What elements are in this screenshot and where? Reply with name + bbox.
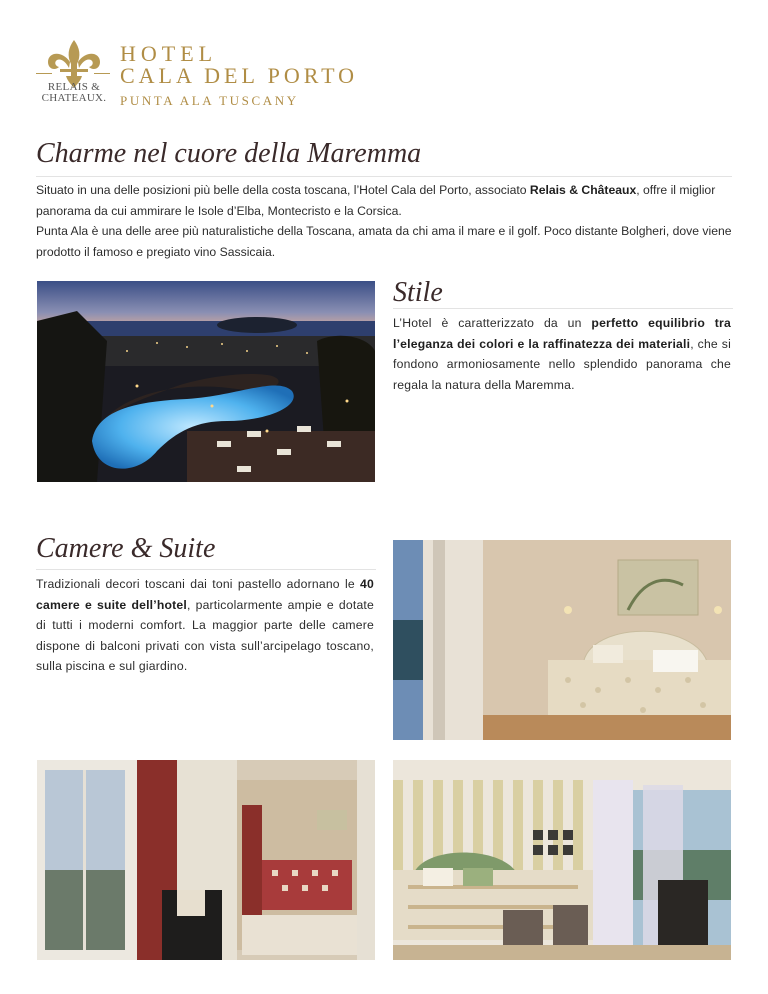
logo-rule-left [36, 73, 52, 74]
stile-title: Stile [393, 277, 443, 308]
brand-location: PUNTA ALA TUSCANY [120, 93, 299, 108]
relais-line-1: RELAIS & [47, 81, 101, 93]
logo-rule-right [94, 73, 110, 74]
camere-divider [36, 569, 376, 570]
intro-title: Charme nel cuore della Maremma [36, 138, 422, 169]
relais-chateaux-bold: Relais & Châteaux [529, 183, 637, 197]
brand-name: CALA DEL PORTO [120, 63, 359, 88]
bedroom-photo-1 [393, 540, 731, 740]
brand-hotel: HOTEL [120, 41, 218, 66]
pool-night-photo [37, 281, 375, 482]
intro-paragraph-2: Punta Ala è una delle aree più naturalistiche della Toscana, amata da chi ama il mare e il golf. Poco distante Bolgheri, dove viene prodotto il famoso e pregiato vino Sassicaia. [36, 224, 732, 259]
stile-divider [393, 308, 733, 309]
stile-bold-phrase: perfetto equilibrio tra l’eleganza dei colori e la raffinatezza dei materiali [393, 316, 731, 351]
camere-paragraph: Tradizionali decori toscani dai toni pastello adornano le 40 camere e suite dell’hotel, particolarmente ampie e dotate di tutti i moderni comfort. La maggior parte delle camere dispone di balconi privati con vista sull’arcipelago toscano, sulla piscina e sul giardino. [36, 577, 374, 673]
stile-paragraph: L’Hotel è caratterizzato da un perfetto equilibrio tra l’eleganza dei colori e la raffinatezza dei materiali, che si fondono armoniosamente nello splendido panorama che regala la natura della Maremma. [393, 316, 731, 392]
relais-chateaux-mark [36, 82, 112, 104]
relais-line-2: CHATEAUX. [41, 92, 107, 104]
bedroom-photo-2 [37, 760, 375, 960]
camere-title: Camere & Suite [36, 533, 216, 564]
intro-body [36, 180, 736, 262]
bedroom-photo-3 [393, 760, 731, 960]
intro-paragraph-1: Situato in una delle posizioni più belle della costa toscana, l’Hotel Cala del Porto, associato Relais & Châteaux, offre il miglior panorama da cui ammirare le Isole d’Elba, Montecristo e la Corsica. [36, 183, 716, 218]
camere-bold-phrase: 40 camere e suite dell’hotel [36, 577, 374, 612]
intro-divider [36, 176, 732, 177]
